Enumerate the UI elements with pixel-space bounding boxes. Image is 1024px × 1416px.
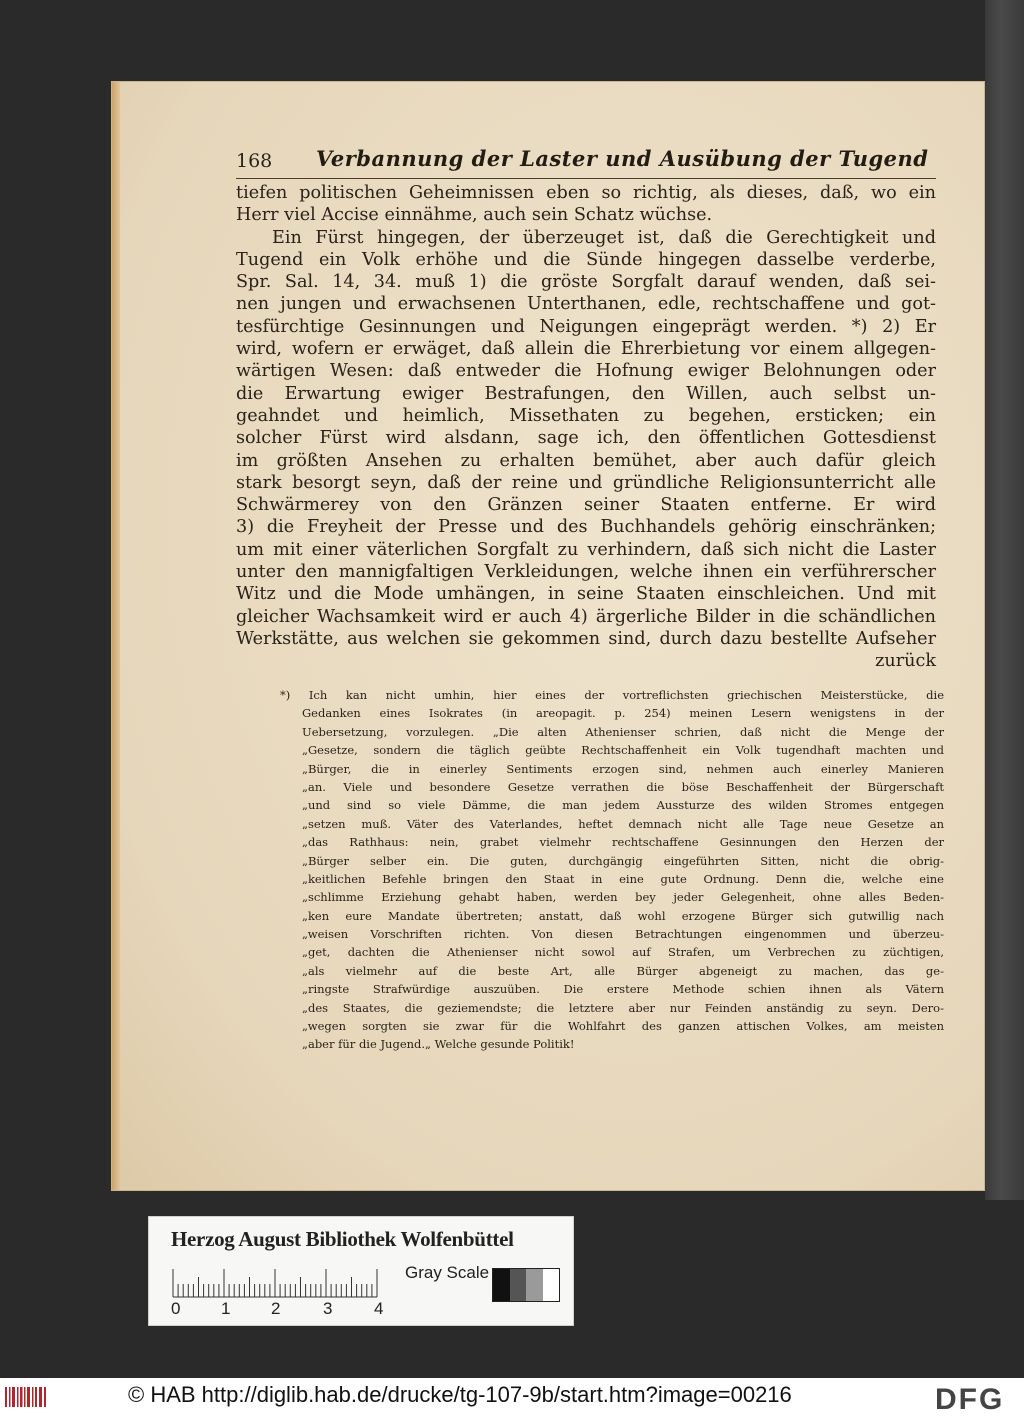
footnote-line: „an. Viele und besondere Gesetze verrathen die böse Beschaffenheit der Bürgerschaft xyxy=(302,779,944,794)
body-line: unter den mannigfaltigen Verkleidungen, welche ihnen ein verführerscher xyxy=(236,562,936,583)
body-line: Herr viel Accise einnähme, auch sein Schatz wüchse. xyxy=(236,205,713,226)
grayscale-swatches xyxy=(492,1268,560,1302)
footnote-line: „das Rathhaus: nein, grabet vielmehr rechtschaffene Gesinnungen den Herzen der xyxy=(302,835,944,850)
body-line: tiefen politischen Geheimnissen eben so richtig, als dieses, daß, wo ein xyxy=(236,183,936,203)
body-line: Witz und die Mode umhängen, in seine Staaten einschleichen. Und mit xyxy=(236,584,936,605)
footnote-line: „ken eure Mandate übertreten; anstatt, daß wohl erzogene Bürger sich gutwillig nach xyxy=(302,908,944,923)
page-number: 168 xyxy=(236,150,273,172)
ruler-number: 0 xyxy=(171,1299,181,1318)
footnote-line: „des Staates, die geziemendste; die letztere aber nur Feinden anständig zu seyn. Dero- xyxy=(302,1000,944,1015)
ruler-number: 4 xyxy=(374,1299,384,1318)
footnote-line: „setzen muß. Väter des Vaterlandes, heftet demnach nicht alle Tage neue Gesetze an xyxy=(302,816,944,831)
body-line: Ein Fürst hingegen, der überzeuget ist, daß die Gerechtigkeit und xyxy=(272,227,936,248)
scale-ruler xyxy=(171,1267,379,1297)
body-line: um mit einer väterlichen Sorgfalt zu verhindern, daß sich nicht die Laster xyxy=(236,539,936,560)
running-head-title: Verbannung der Laster und Ausübung der Tugend xyxy=(316,146,929,171)
grayscale-label: Gray Scale xyxy=(405,1263,490,1282)
body-line: wird, wofern er erwäget, daß allein die Ehrerbietung vor einem allgegen- xyxy=(236,339,936,360)
ruler-ticks xyxy=(171,1267,381,1299)
body-line: Schwärmerey von den Gränzen seiner Staaten entferne. Er wird xyxy=(236,495,936,516)
body-line: 3) die Freyheit der Presse und des Buchhandels gehörig einschränken; xyxy=(236,517,936,538)
footnote-line: „schlimme Erziehung gehabt haben, werden bey jeder Gelegenheit, ohne alles Beden- xyxy=(302,890,944,905)
footnote-line: „als vielmehr auf die beste Art, alle Bürger abgeneigt zu machen, das ge- xyxy=(302,963,944,978)
footnote-line: „und sind so viele Dämme, die man jedem Aussturze des wilden Stromes entgegen xyxy=(302,798,944,813)
body-line: Spr. Sal. 14, 34. muß 1) die gröste Sorgfalt darauf wenden, daß sei- xyxy=(236,272,936,293)
footnote-line: „wegen sorgten sie zwar für die Wohlfahrt des ganzen attischen Volkes, am meisten xyxy=(302,1019,944,1034)
footnote-line: „keitlichen Befehle bringen den Staat in eine gute Ordnung. Denn die, welche eine xyxy=(302,871,944,886)
body-line: im größten Ansehen zu erhalten bemühet, aber auch dafür gleich xyxy=(236,450,936,471)
body-text xyxy=(236,182,936,673)
library-color-card xyxy=(148,1216,574,1326)
hab-logo-icon xyxy=(4,1383,48,1411)
body-line: zurück xyxy=(875,651,936,672)
copyright-line: © HAB http://diglib.hab.de/drucke/tg-107-9b/start.htm?image=00216 xyxy=(128,1382,792,1407)
footnote-line: „weisen Vorschriften richten. Von diesen Betrachtungen eingenommen und überzeu- xyxy=(302,927,944,942)
grayscale-swatch xyxy=(543,1269,560,1301)
footnote-line: *) Ich kan nicht umhin, hier eines der vortreflichsten griechischen Meisterstücke, die xyxy=(280,688,944,702)
footnote-line: „ringste Strafwürdige auszuüben. Die erstere Methode schien ihnen als Vätern xyxy=(302,982,944,997)
ruler-number: 3 xyxy=(323,1299,333,1318)
library-name: Herzog August Bibliothek Wolfenbüttel xyxy=(171,1227,514,1251)
body-line: solcher Fürst wird alsdann, sage ich, den öffentlichen Gottesdienst xyxy=(236,428,936,449)
footer-bar xyxy=(0,1378,1024,1416)
footnote-line: Gedanken eines Isokrates (in areopagit. p. 254) meinen Lesern wenigstens in der xyxy=(302,706,944,721)
body-line: gleicher Wachsamkeit wird er auch 4) ärgerliche Bilder in die schändlichen xyxy=(236,606,936,627)
footnote-line: „Bürger, die in einerley Sentiments erzogen sind, nehmen auch einerley Manieren xyxy=(302,761,944,776)
body-line: die Erwartung ewiger Bestrafungen, den Willen, auch selbst un- xyxy=(236,383,936,404)
ruler-number: 1 xyxy=(221,1299,231,1318)
body-line: stark besorgt seyn, daß der reine und gründliche Religionsunterricht alle xyxy=(236,472,936,493)
dfg-logo-text: DFG xyxy=(935,1383,1005,1413)
grayscale-swatch xyxy=(493,1269,510,1301)
footnote-line: Uebersetzung, vorzulegen. „Die alten Athenienser schrien, daß nicht die Menge der xyxy=(302,724,944,739)
ruler-number: 2 xyxy=(271,1299,281,1318)
footnote-line: „Bürger selber ein. Die guten, durchgängig eingeführten Sitten, nicht die obrig- xyxy=(302,853,944,868)
footnote-line: „get, dachten die Athenienser nicht sowol auf Strafen, um Verbrechen zu züchtigen, xyxy=(302,945,944,960)
grayscale-swatch xyxy=(526,1269,543,1301)
footnote-line: „Gesetze, sondern die täglich geübte Rechtschaffenheit ein Volk tugendhaft machten und xyxy=(302,743,944,758)
body-line: tesfürchtige Gesinnungen und Neigungen eingeprägt werden. *) 2) Er xyxy=(236,316,936,337)
body-line: wärtigen Wesen: daß entweder die Hofnung ewiger Belohnungen oder xyxy=(236,361,936,382)
body-line: geahndet und heimlich, Missethaten zu begehen, ersticken; ein xyxy=(236,405,936,426)
body-line: Tugend ein Volk erhöhe und die Sünde hingegen dasselbe verderbe, xyxy=(236,249,936,270)
body-line: nen jungen und erwachsenen Unterthanen, edle, rechtschaffene und got- xyxy=(236,294,936,315)
book-edge-strip xyxy=(985,0,1024,1200)
footnote-line: „aber für die Jugend.„ Welche gesunde Politik! xyxy=(302,1037,575,1052)
book-page xyxy=(112,82,984,1190)
running-head xyxy=(236,144,936,179)
body-line: Werkstätte, aus welchen sie gekommen sind, durch dazu bestellte Aufseher xyxy=(236,628,936,649)
grayscale-swatch xyxy=(510,1269,527,1301)
page-edge xyxy=(112,82,120,1190)
dfg-logo xyxy=(935,1381,1019,1413)
footnote xyxy=(280,686,944,1054)
